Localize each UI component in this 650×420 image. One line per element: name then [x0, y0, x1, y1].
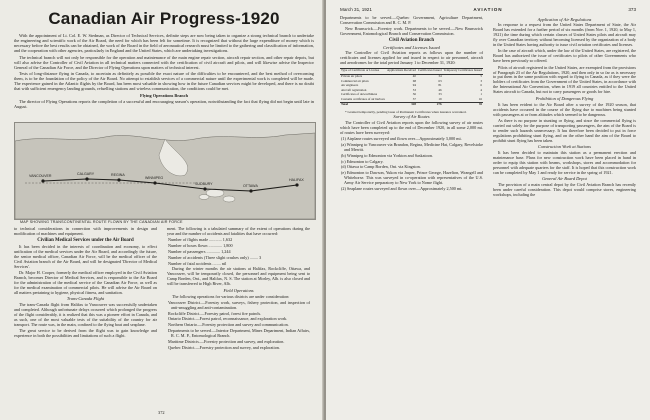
certificates-table [340, 68, 483, 108]
running-head [340, 7, 636, 14]
body-paragraph: Pilots of aircraft registered in the United States, are exempted from the provisions of Paragraph 23 of the Air Regulations, 1920, and then only in so far as is necessary to put them in the same position with regard to flying in Canada, as if they were the holders of certificates from the Government of the United States, in accordance with the International Air Convention, when in 1919 all countries entitled to the United States aircraft to Canada, but not to carry passengers or goods for hire. [493, 64, 636, 95]
section-heading: Civilian Medical Services under the Air Board [37, 237, 134, 243]
stats-item: Number of fatal accidents ........ nil [168, 260, 227, 266]
table-cell: 19 [438, 96, 442, 101]
body-paragraph: to technical considerations in connection with improvements in design and modification of machines and equipment. [14, 226, 157, 236]
body-paragraph: In the case of aircraft which, under the law of the United States, are registered, the Board has authorized the issue of certificates to pilots of other Governments who have been previously so offered. [493, 48, 636, 64]
section-heading: Civil Aviation Branch [388, 38, 435, 44]
route-item: (c) Edmonton to Calgary. [341, 158, 384, 164]
intro-paragraph: Tests of long-distance flying in Canada, to ascertain as definitely as possible the exact nature of the difficulties to be encountered, and the best method of overcoming them, is to be the foundation of the policy of the Air Board. No attempt to establish services of a commercial nature until the experimental work is completed will be made. The experience gained in the Atlantic flights by the Board, has been most valuable in showing how in the future Canadian services might be developed, and there is no doubt that with sufficient emergency landing grounds, refuelling stations and wireless communication, the conditions could be met. [14, 71, 314, 92]
table-cell: 53 [412, 87, 416, 92]
table-cell: Commercial air pilots [341, 78, 369, 83]
intro-paragraph: The director of Flying Operations reports the completion of a successful and encouraging season's operation, notwithstanding the fact that flying did not begin until late in August. [14, 99, 314, 110]
table-cell: Total [340, 103, 386, 108]
table-header: Type of Certificate or License [340, 68, 386, 74]
table-cell: 33 [438, 92, 442, 97]
table-cell: 5 [480, 73, 482, 78]
route-item: (e) Edmonton to Dawson, Yukon via Jasper, Prince George, Hazelton, Wrangell and Whitehorse. This was surveyed in co-operation with representatives of the U.S. Army Air Service preparatory to New York to Nome flight. [341, 170, 483, 186]
district-item: Northern Ontario.—Forestry protection and survey and communication. [168, 322, 289, 328]
page-number: 373 [628, 7, 636, 12]
route-map [14, 122, 316, 220]
page-number: 372 [158, 410, 165, 415]
body-paragraph: It has been evident to the Air Board after a survey of the 1920 season, that accidents have occurred in the course of the flying due to machines being stunted with passengers at or from altitudes which seemed to be dangerous. [493, 101, 636, 117]
map-label: VANCOUVER [29, 174, 52, 178]
table-header: Certificates Issued [417, 68, 442, 73]
table-footnote: * Granted temporarily, pending issue of Permanent Certificates when issuance warranted. [345, 109, 467, 114]
body-paragraph: In response to a request from the United States Department of State, the Air Board has extended for a further period of six months (from Nov. 1, 1920, to May 1, 1921) the time during which certain classes of United States pilots and aircraft may fly over Canadian territory without becoming licensed by the organization of a body in the United States having authority to issue civil aviation certificates and licenses. [493, 22, 636, 48]
body-paragraph: The Controller of Civil Aviation reports upon the following survey of air routes which have been completed up to the end of December 1920, in all some 2,000 mi. of routes have been surveyed: [340, 119, 483, 135]
intro-text [14, 33, 314, 111]
right-page-column-2 [493, 16, 636, 199]
route-item: (1) Airplane routes surveyed and flown over—Approximately 3,000 mi. [341, 136, 462, 142]
table-header: Applications Received [386, 68, 416, 73]
sub-heading: Survey of Air Routes [393, 114, 430, 120]
district-item: Vancouver District.—Forestry work, surveys, fishery protection, and inspection of anti-smuggling and anti-contamination. [168, 299, 310, 310]
section-heading: Field Operations [223, 287, 254, 293]
stats-item: Number of passengers ............. 1,244 [168, 248, 231, 254]
right-page [326, 0, 650, 420]
body-paragraph: The Controller of Civil Aviation reports as follows upon the number of certificates and licenses applied for and issued in respect to air personnel, aircraft and aerodromes for the total period January 1 to December 31, 1920: [340, 50, 483, 66]
body-paragraph: The provision of a main central depot by the Civil Aviation Branch has recently been under careful consideration. This depot would comprise stores, engineering workshops, including the [493, 182, 636, 197]
route-item: (b) Winnipeg to Edmonton via Yorkton and Saskatoon. [341, 152, 433, 158]
table-header: Temporary Certificates Issued [443, 68, 482, 73]
table-cell: 81 [438, 83, 442, 88]
table-cell: 4 [480, 87, 482, 92]
map-label: SUDBURY [195, 182, 213, 186]
table-cell: 328 [386, 103, 417, 108]
sub-heading: Certificates and Licenses Issued [383, 44, 440, 50]
table-cell: 34 [438, 73, 442, 78]
map-label: REGINA [111, 173, 125, 177]
map-label: CALGARY [77, 172, 95, 176]
map-caption: MAP SHOWING TRANSCONTINENTAL ROUTE FLOWN BY THE CANADIAN AIR FORCE [20, 220, 183, 224]
table-cell: Air engineers [341, 83, 359, 88]
right-page-column-1 [340, 16, 483, 193]
route-item: (2) Seaplane routes surveyed and flown over—Approximately 2,500 mi. [341, 186, 463, 192]
route-item: (a) Winnipeg to Vancouver via Brandon, Regina, Medicine Hat, Calgary, Revelstoke and Merritt. [341, 141, 483, 152]
district-item: Rockcliffe District.—Forestry patrol, forest fire patrols. [168, 310, 262, 316]
sub-heading: Construction Work at Stations [538, 144, 591, 150]
table-total-row [340, 103, 483, 108]
table-cell: 35 [443, 103, 483, 108]
table-cell: 63 [438, 78, 442, 83]
table-cell: 46 [438, 87, 442, 92]
sub-heading: Application of Air Regulations [537, 16, 592, 22]
table-cell: 94 [412, 83, 416, 88]
left-page [0, 0, 324, 420]
table-cell: Customs certificates of air harbors [341, 96, 385, 101]
route-item: (d) Ottawa to Camp Borden, Ont. via Kingston. [341, 164, 421, 170]
body-paragraph: It has been decided to maintain this station as a permanent erection and maintenance base. Plans for new construction work have been placed in hand in order to equip this station with beams, workshops, stores and accommodation for personnel with adequate quarters for the staff. It is hoped that this construction work can be completed by May 1 and ready for service in the spring of 1921. [493, 149, 636, 175]
section-heading: Flying Operations Branch [140, 92, 188, 98]
table-cell: 1 [480, 92, 482, 97]
district-item: Ontario District.—Forest patrol, reconnaissance, and exploration work. [168, 316, 288, 322]
left-page-column-1 [14, 227, 157, 340]
body-paragraph: The trans-Canada flight from Halifax to Vancouver was successfully undertaken and completed. Although unfortunate delays occurred which prolonged the progress of the flight considerably, it is realized that this was a pioneer effort in Canada, and as such, one of the most valuable tests of the suitability of the country for air transport. The route was, in the main, confined to the flying boat and seaplane. [14, 302, 157, 327]
issue-date: March 31, 1921 [340, 7, 372, 12]
district-item: Quebec District.—Forestry protection and survey, and exploration. [168, 344, 280, 350]
body-paragraph: During the winter months the air stations at Halifax, Rockcliffe, Ottawa, and Vancouver, will be temporarily closed, the personnel and equipment being sent to Camp Borden, Ont., and Halifax, N. S. The station at Morley, Alb. is also closed and will be transferred to High River, Alb. [167, 266, 310, 287]
table-cell: 3 [480, 78, 482, 83]
stats-item: Number of flights made ............ 1,632 [168, 237, 233, 243]
map-label: OTTAWA [243, 184, 258, 188]
table-cell: 6 [480, 83, 482, 88]
intro-paragraph: The technical branch will not only be responsible for the operation and maintenance of the main engine repair section, aircraft repair section, and other repair depots, but will also advise the Controller of Civil Aviation in all technical matters connected with the certification of civil aircraft and pilots, and will likewise advise the Inspector General of the Canadian Air Force, and the Director of Flying Operations upon matters of technical interest. [14, 54, 314, 70]
table-cell: 276 [417, 103, 443, 108]
article-title: Canadian Air Progress-1920 [48, 9, 280, 28]
table-cell: 16 [478, 96, 482, 101]
body-paragraph: ment. The following is a tabulated summary of the extent of operations during the year and the number of accidents and fatalities that have occurred: [167, 226, 310, 236]
stats-list [167, 238, 310, 266]
table-cell: 37 [412, 96, 416, 101]
body-paragraph: Dr. Major H. Cooper, formerly the medical officer employed in the Civil Aviation Branch, becomes Director of Medical Services, and is responsible to the Air Board for the administration of the medical service of the Canadian Air Force, as well as for the medical examination of commercial pilots. He will advise the Air Board on all matters pertaining to hygiene, physical fitness, and sanitation. [14, 269, 157, 295]
stats-item: Number of accidents (Three slight crashes only) ........ 3 [168, 254, 262, 260]
body-paragraph: The great service to be derived from the flight was to gain knowledge and experience in both the possibilities and limitations of such a flight. [14, 328, 157, 339]
map-label: WINNIPEG [145, 176, 164, 180]
body-paragraph: The following operations for various districts are under consideration: [172, 293, 290, 299]
body-paragraph: New Brunswick.—Forestry work. Departments to be served.—New Brunswick Government, Entomological Branch and Conservation Commission. [340, 26, 483, 37]
sub-heading: General Air Board Depot [542, 176, 587, 182]
district-item: Departments to be served.—Interior Department, Mines Department, Indian Affairs, R. C. M. P., Entomological Branch. [168, 328, 310, 339]
body-paragraph: As there is no purpose in stunting or flying, and since the commercial flying is carried out solely for the purpose of transporting passengers, the aim of the Board is to render such hazards unnecessary. It has therefore been decided to put in force regulations prohibiting stunt flying, and on the other hand the aim of the Board to prohibit stunt flying has been taken. [493, 117, 636, 143]
intro-paragraph: With the appointment of Lt. Col. E. W. Stedman, as Director of Technical Services, definite steps are now being taken to organize a strong technical branch to undertake the engineering and scientific work of the Air Board, the need for which has been felt for sometime. It is recognized that without the large expenditure of money which is necessary before the best results can be obtained, the work of the Board in the field of aeronautical research must be limited to the gathering and classification of information, and the cooperation with other agencies, particularly in England and the United States, which are undertaking investigations. [14, 33, 314, 54]
district-item: Maritime Districts.—Forestry protection and survey, and exploration. [168, 338, 285, 344]
map-label: HALIFAX [289, 178, 304, 182]
table-cell: Private air pilots [341, 73, 363, 78]
table-cell: 40 [412, 73, 416, 78]
section-heading: Trans-Canada Flight [66, 296, 105, 302]
table-cell: Aircraft registration [341, 87, 367, 92]
table-cell: 68 [412, 78, 416, 83]
table-cell: 36 [412, 92, 416, 97]
body-paragraph: Departments to be served.—Quebec Government, Agriculture Department, Conservation Commission and R. C. M. P. [340, 15, 483, 25]
district-list [167, 301, 310, 351]
sub-heading: Prohibition of Dangerous Flying [535, 95, 594, 101]
left-page-column-2 [167, 227, 310, 352]
magazine-name: AVIATION [473, 7, 503, 12]
routes-list [340, 137, 483, 192]
table-cell: Certificates of airworthiness [341, 92, 378, 97]
route-map-graphic [15, 123, 315, 219]
stats-item: Number of hours flown ............. 1,800 [168, 243, 233, 249]
body-paragraph: It has been decided in the interests of coordination and economy, to effect unification of the medical services under the Air Board, and accordingly the future, the senior medical officer, Canadian Air Force, will be the medical officer of the Civil Aviation branch of the Air Board, and will be designated 'Director of Medical Services'. [14, 243, 157, 269]
